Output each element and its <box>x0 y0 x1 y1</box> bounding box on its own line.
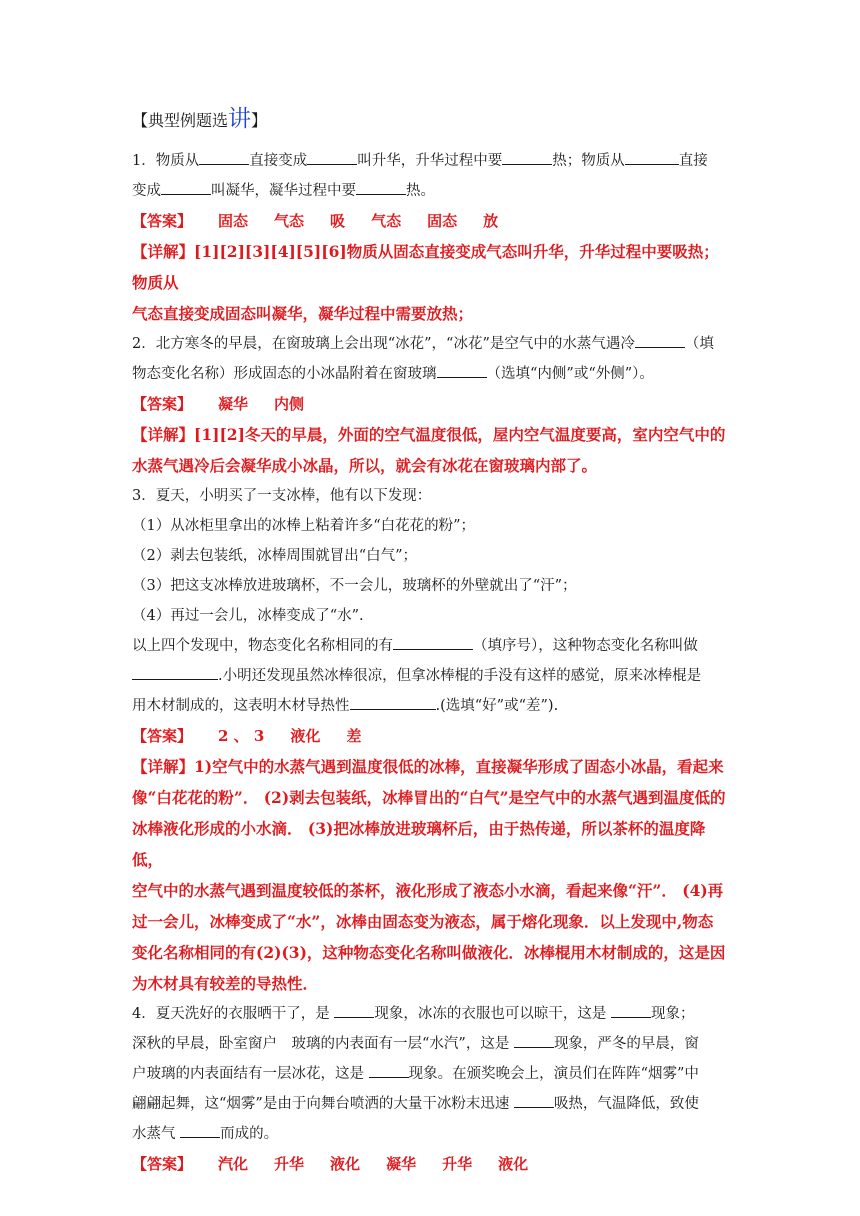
q3-text: 用木材制成的，这表明木材导热性 <box>132 698 350 714</box>
fill-blank[interactable] <box>132 664 218 680</box>
question-2 <box>132 329 732 481</box>
q2-text: （填 <box>684 336 714 352</box>
question-4-line-4 <box>132 1089 732 1119</box>
fill-blank[interactable] <box>307 149 357 165</box>
fill-blank[interactable] <box>625 149 679 165</box>
question-3-line-8 <box>132 691 732 721</box>
q2-text: 2．北方寒冬的早晨，在窗玻璃上会出现“冰花”，“冰花”是空气中的水蒸气遇冷 <box>132 336 635 352</box>
question-2-line-2 <box>132 359 732 389</box>
q4-text: 现象。在颁奖晚会上，演员们在阵阵“烟雾”中 <box>408 1066 699 1082</box>
fill-blank[interactable] <box>369 1062 409 1078</box>
q4-text: 现象，冰冻的衣服也可以晾干，这是 <box>374 1006 611 1022</box>
fill-blank[interactable] <box>514 1092 554 1108</box>
q4-text: 4．夏天洗好的衣服晒干了，是 <box>132 1006 335 1022</box>
answer-4 <box>132 1149 732 1179</box>
fill-blank[interactable] <box>611 1002 651 1018</box>
question-4-line-3 <box>132 1059 732 1089</box>
detail-3-line-1: 【详解】1)空气中的水蒸气遇到温度很低的冰棒，直接凝华形成了固态小冰晶，看起来 <box>132 757 724 776</box>
answer-item: 吸 <box>330 212 346 230</box>
question-1-line-1 <box>132 146 732 176</box>
answer-1 <box>132 206 732 236</box>
answer-item: 气态 <box>274 212 305 230</box>
q4-text: 户玻璃的内表面结有一层冰花，这是 <box>132 1066 369 1082</box>
question-3-line-7 <box>132 661 732 691</box>
q4-text: 翩翩起舞，这“烟雾”是由于向舞台喷洒的大量干冰粉末迅速 <box>132 1096 514 1112</box>
answer-item: 凝华 <box>386 1155 417 1173</box>
fill-blank[interactable] <box>334 1002 374 1018</box>
answer-item: 放 <box>483 212 499 230</box>
fill-blank[interactable] <box>161 179 211 195</box>
question-3-line-6 <box>132 631 732 661</box>
section-heading-prefix: 【典型例题选 <box>132 111 229 130</box>
answer-label: 【答案】 <box>132 395 193 413</box>
answer-item: 升华 <box>274 1155 305 1173</box>
question-3-item-1: （1）从冰柜里拿出的冰棒上粘着许多“白花花的粉”； <box>132 518 476 534</box>
q1-text: 热。 <box>406 183 435 199</box>
answer-label: 【答案】 <box>132 1155 193 1173</box>
q1-text: 叫升华，升华过程中要 <box>357 153 503 169</box>
question-4-line-2 <box>132 1029 732 1059</box>
q4-text: 现象，严冬的早晨，窗 <box>553 1036 699 1052</box>
answer-item: 固态 <box>427 212 458 230</box>
answer-item: 差 <box>346 727 362 745</box>
detail-1-line-1: 【详解】[1][2][3][4][5][6]物质从固态直接变成气态叫升华，升华过程中要吸热；物质从 <box>132 242 719 292</box>
answer-item: 内侧 <box>274 395 305 413</box>
question-3-item-4: （4）再过一会儿，冰棒变成了“水”. <box>132 608 364 624</box>
detail-3-line-3: 冰棒液化形成的小水滴． (3)把冰棒放进玻璃杯后，由于热传递，所以茶杯的温度降低， <box>132 819 706 869</box>
section-heading-suffix: 】 <box>251 111 268 130</box>
q3-text: .小明还发现虽然冰棒很凉，但拿冰棒棍的手没有这样的感觉，原来冰棒棍是 <box>218 668 702 684</box>
answer-item: 凝华 <box>218 395 249 413</box>
answer-item: 2 、 3 <box>218 727 265 745</box>
question-3 <box>132 481 732 999</box>
q1-text: 直接 <box>678 153 708 169</box>
q3-text: 以上四个发现中，物态变化名称相同的有 <box>132 638 393 654</box>
q4-text: 深秋的早晨，卧室窗户 玻璃的内表面有一层“水汽”，这是 <box>132 1036 514 1052</box>
answer-item: 汽化 <box>218 1155 249 1173</box>
q4-text: 水蒸气 <box>132 1126 181 1142</box>
question-1 <box>132 146 732 329</box>
answer-item: 液化 <box>498 1155 529 1173</box>
fill-blank[interactable] <box>635 332 685 348</box>
fill-blank[interactable] <box>393 634 473 650</box>
answer-item: 液化 <box>330 1155 361 1173</box>
q3-text: .(选填“好”或“差”). <box>435 698 559 714</box>
detail-2-line-2: 水蒸气遇冷后会凝华成小冰晶，所以，就会有冰花在窗玻璃内部了。 <box>132 456 598 475</box>
section-heading-emphasis: 讲 <box>228 106 252 132</box>
q2-text: （选填“内侧”或“外侧”）。 <box>486 366 654 382</box>
question-1-line-2 <box>132 176 732 206</box>
fill-blank[interactable] <box>514 1032 554 1048</box>
answer-label: 【答案】 <box>132 727 193 745</box>
q1-text: 热；物质从 <box>552 153 625 169</box>
question-4 <box>132 999 732 1179</box>
q1-text: 叫凝华，凝华过程中要 <box>211 183 356 199</box>
question-3-item-2: （2）剥去包装纸，冰棒周围就冒出“白气”； <box>132 548 418 564</box>
fill-blank[interactable] <box>180 1122 220 1138</box>
q3-text: （填序号），这种物态变化名称叫做 <box>473 638 698 654</box>
fill-blank[interactable] <box>437 362 487 378</box>
question-3-item-3: （3）把这支冰棒放进玻璃杯，不一会儿，玻璃杯的外壁就出了“汗”； <box>132 578 577 594</box>
answer-3 <box>132 721 732 751</box>
question-4-line-5 <box>132 1119 732 1149</box>
answer-item: 液化 <box>290 727 321 745</box>
detail-3-line-7: 为木材具有较差的导热性． <box>132 974 319 993</box>
q2-text: 物态变化名称）形成固态的小冰晶附着在窗玻璃 <box>132 366 437 382</box>
detail-3-line-5: 过一会儿，冰棒变成了“水”，冰棒由固态变为液态，属于熔化现象．以上发现中,物态 <box>132 912 714 931</box>
question-2-line-1 <box>132 329 732 359</box>
question-4-line-1 <box>132 999 732 1029</box>
section-heading <box>132 100 732 140</box>
answer-item: 固态 <box>218 212 249 230</box>
fill-blank[interactable] <box>502 149 552 165</box>
document-content <box>132 100 732 1179</box>
q4-text: 现象； <box>650 1006 695 1022</box>
q1-text: 1．物质从 <box>132 153 200 169</box>
detail-3-line-2: 像“白花花的粉”． (2)剥去包装纸，冰棒冒出的“白气”是空气中的水蒸气遇到温度低的 <box>132 788 726 807</box>
detail-1-line-2: 气态直接变成固态叫凝华，凝华过程中需要放热； <box>132 304 474 323</box>
answer-item: 升华 <box>442 1155 473 1173</box>
answer-label: 【答案】 <box>132 212 193 230</box>
q4-text: 而成的。 <box>220 1126 279 1142</box>
answer-item: 气态 <box>371 212 402 230</box>
detail-3-line-6: 变化名称相同的有(2)(3)，这种物态变化名称叫做液化．冰棒棍用木材制成的，这是因 <box>132 943 726 962</box>
detail-3-line-4: 空气中的水蒸气遇到温度较低的茶杯，液化形成了液态小水滴，看起来像“汗”． (4)再 <box>132 881 724 900</box>
question-3-line-1: 3．夏天，小明买了一支冰棒，他有以下发现： <box>132 488 432 504</box>
fill-blank[interactable] <box>350 694 436 710</box>
q1-text: 直接变成 <box>249 153 308 169</box>
fill-blank[interactable] <box>199 149 249 165</box>
q4-text: 吸热，气温降低，致使 <box>553 1096 699 1112</box>
answer-2 <box>132 389 732 419</box>
detail-2-line-1: 【详解】[1][2]冬天的早晨，外面的空气温度很低，屋内空气温度要高，室内空气中的 <box>132 425 726 444</box>
q1-text: 变成 <box>132 183 161 199</box>
fill-blank[interactable] <box>356 179 406 195</box>
